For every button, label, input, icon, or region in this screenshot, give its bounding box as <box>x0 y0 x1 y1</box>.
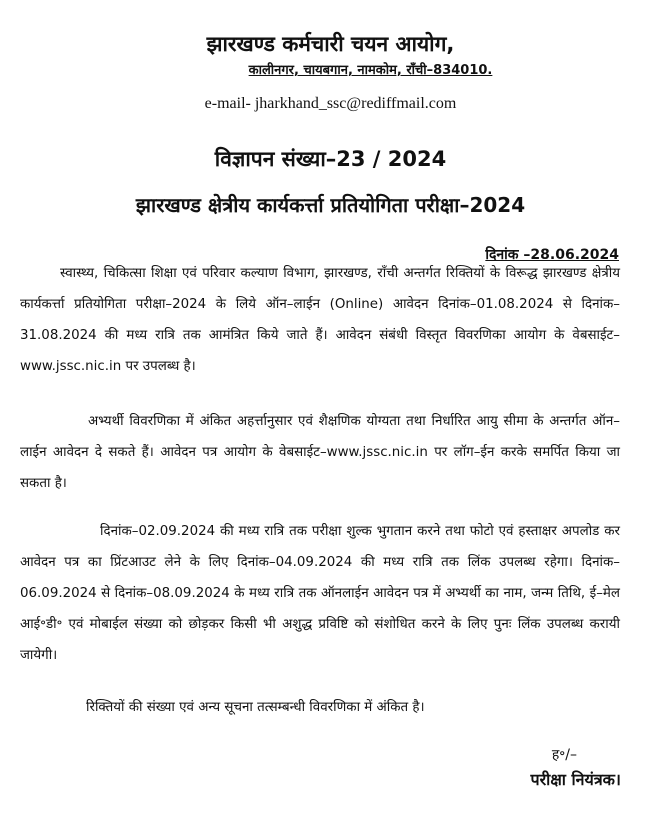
paragraph-eligibility: अभ्यर्थी विवरणिका में अंकित अहर्त्तानुसार एवं शैक्षणिक योग्यता तथा निर्धारित आयु सीमा के अन्तर्गत ऑन–लाईन आवेदन दे सकते हैं। आवेदन पत्र आयोग के वेबसाईट–www.jssc.nic.in पर लॉग–ईन करके समर्पित किया जा सकता है। <box>20 414 620 491</box>
organization-name: झारखण्ड कर्मचारी चयन आयोग, <box>206 32 455 56</box>
paragraph-fee-and-correction: दिनांक–02.09.2024 की मध्य रात्रि तक परीक्षा शुल्क भुगतान करने तथा फोटो एवं हस्ताक्षर अपलोड कर आवेदन पत्र का प्रिंटआउट लेने के लिए दिनांक–04.09.2024 की मध्य रात्रि तक लिंक उपलब्ध रहेगा। दिनांक–06.09.2024 से दिनांक–08.09.2024 के मध्य रात्रि तक ऑनलाईन आवेदन पत्र में अभ्यर्थी का नाम, जन्म तिथि, ई–मेल आई॰डी॰ एवं मोबाईल संख्या को छोड़कर किसी भी अशुद्ध प्रविष्टि को संशोधित करने के लिए पुनः लिंक उपलब्ध करायी जायेगी। <box>20 524 620 663</box>
contact-email: e-mail- jharkhand_ssc@rediffmail.com <box>204 95 457 112</box>
signature-mark: ह॰/– <box>551 747 577 763</box>
organization-address: कालीनगर, चायबगान, नामकोम, राँची–834010. <box>248 63 493 78</box>
paragraph-application-dates: स्वास्थ्य, चिकित्सा शिक्षा एवं परिवार कल्याण विभाग, झारखण्ड, राँची अन्तर्गत रिक्तियों के विरूद्ध झारखण्ड क्षेत्रीय कार्यकर्त्ता प्रतियोगिता परीक्षा–2024 के लिये ऑन–लाईन (Online) आवेदन दिनांक–01.08.2024 से दिनांक–31.08.2024 की मध्य रात्रि तक आमंत्रित किये जाते हैं। आवेदन संबंधी विस्तृत विवरणिका आयोग के वेबसाईट–www.jssc.nic.in पर उपलब्ध है। <box>20 266 620 374</box>
advertisement-number: विज्ञापन संख्या–23 / 2024 <box>214 147 447 171</box>
exam-title: झारखण्ड क्षेत्रीय कार्यकर्त्ता प्रतियोगिता परीक्षा–2024 <box>135 193 526 217</box>
paragraph-vacancy-info: रिक्तियों की संख्या एवं अन्य सूचना तत्सम्बन्धी विवरणिका में अंकित है। <box>86 700 425 715</box>
signatory-designation: परीक्षा नियंत्रक। <box>530 770 621 789</box>
notice-date: दिनांक –28.06.2024 <box>485 247 619 263</box>
